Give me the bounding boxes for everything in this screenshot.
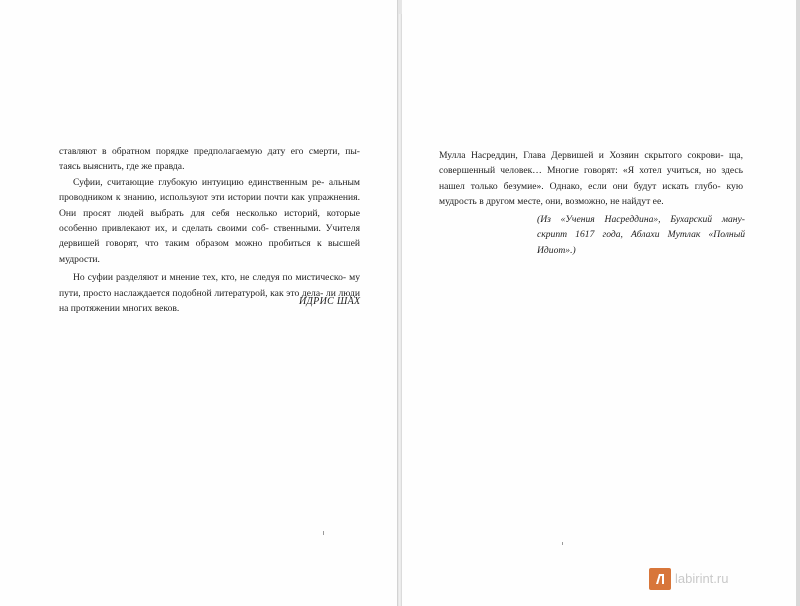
scan-speck [323,531,324,535]
watermark-text: labirint.ru [675,571,729,586]
right-page [402,0,800,606]
left-page [0,0,397,606]
scan-speck [562,542,563,545]
left-paragraph-3: Но суфии разделяют и мнение тех, кто, не следуя по мистическо- му пути, просто наслаждается подобной литературой, как это дела- ли люди на протяжении многих веков. [59,272,360,315]
citation-text: (Из «Учения Насреддина», Бухарский ману- скрипт 1617 года, Аблахи Мутлак «Полный Идиот».) [537,214,745,256]
right-page-text [439,148,743,210]
labirint-logo-icon [649,568,671,590]
citation [537,212,745,258]
letter-l-icon [653,572,667,586]
left-paragraph-2: Суфии, считающие глубокую интуицию единственным ре- альным проводником к знанию, используют эти истории почти как упражнения. Они просят людей выбрать для себя несколько историй, которые особенно привлекают их, и сделать своими соб- ственными. Учителя дервишей говорят, что таким образом можно пробиться к высшей мудрости. [59,176,360,265]
left-page-text [59,144,360,316]
page-edge [796,0,800,606]
author-signature: ИДРИС ШАХ [299,296,361,307]
right-paragraph: Мулла Насреддин, Глава Дервишей и Хозяин скрытого сокрови- ща, совершенный человек… Многие говорят: «Я хотел учиться, но здесь нашел только безумие». Однако, если они будут искать глубо- кую мудрость в другом месте, они, возможно, не найдут ее. [439,150,743,208]
left-paragraph-1: ставляют в обратном порядке предполагаемую дату его смерти, пы- таясь выяснить, где же правда. [59,146,360,173]
